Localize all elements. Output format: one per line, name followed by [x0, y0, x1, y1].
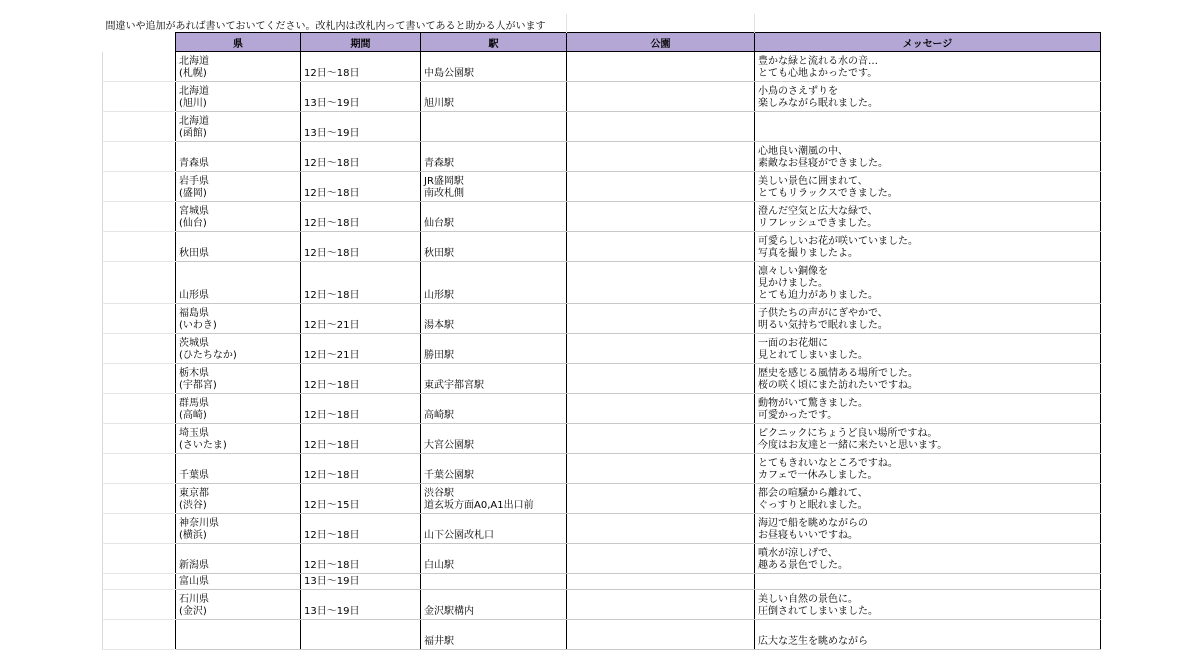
station-cell[interactable]	[421, 454, 567, 484]
station-cell[interactable]	[421, 232, 567, 262]
prefecture-cell[interactable]	[176, 202, 301, 232]
park-cell[interactable]	[567, 514, 755, 544]
prefecture-cell[interactable]	[176, 334, 301, 364]
prefecture-cell[interactable]	[176, 262, 301, 304]
notice-cell[interactable]: 間違いや追加があれば書いておいてください。改札内は改札内って書いてあると助かる人がいます	[105, 21, 546, 32]
prefecture-cell[interactable]	[176, 232, 301, 262]
cell-line: 見とれてしまいました。	[758, 350, 868, 361]
period-cell[interactable]: 12日～21日	[301, 334, 421, 364]
table-row	[103, 574, 1101, 590]
park-cell[interactable]	[567, 484, 755, 514]
row-spacer-header	[103, 33, 176, 52]
park-cell[interactable]	[567, 82, 755, 112]
station-table	[102, 14, 1101, 650]
message-cell[interactable]	[755, 590, 1101, 620]
cell-line: 大宮公園駅	[424, 440, 474, 451]
cell-line: 凛々しい銅像を	[758, 266, 828, 277]
message-cell[interactable]	[755, 334, 1101, 364]
park-cell[interactable]	[567, 304, 755, 334]
cell-line: ぐっすりと眠れました。	[758, 500, 868, 511]
table-row	[103, 262, 1101, 304]
cell-line: 群馬県	[179, 398, 209, 409]
row-spacer-cell	[103, 202, 176, 232]
cell-line: お昼寝もいいですね。	[758, 530, 858, 541]
cell-line: 可愛かったです。	[758, 410, 838, 421]
row-spacer-cell	[103, 172, 176, 202]
cell-line: 澄んだ空気と広大な緑で、	[758, 206, 878, 217]
prefecture-cell[interactable]	[176, 52, 301, 82]
message-cell[interactable]	[755, 262, 1101, 304]
table-row	[103, 514, 1101, 544]
station-cell[interactable]	[421, 262, 567, 304]
park-cell[interactable]	[567, 424, 755, 454]
cell-line: 千葉公園駅	[424, 470, 474, 481]
cell-line: 豊かな緑と流れる水の音…	[758, 56, 878, 67]
cell-line: 秋田県	[179, 248, 209, 259]
prefecture-cell[interactable]	[176, 424, 301, 454]
cell-line: 一面のお花畑に	[758, 338, 828, 349]
period-cell[interactable]: 12日～18日	[301, 172, 421, 202]
table-row	[103, 52, 1101, 82]
cell-line: 可愛らしいお花が咲いていました。	[758, 236, 918, 247]
period-cell[interactable]	[301, 620, 421, 650]
prefecture-cell[interactable]	[176, 514, 301, 544]
row-spacer-cell	[103, 82, 176, 112]
cell-line: 仙台駅	[424, 218, 454, 229]
cell-line: 動物がいて驚きました。	[758, 398, 868, 409]
period-cell[interactable]: 12日～18日	[301, 544, 421, 574]
park-cell[interactable]	[567, 574, 755, 590]
table-row	[103, 82, 1101, 112]
row-spacer-cell	[103, 262, 176, 304]
station-cell[interactable]	[421, 620, 567, 650]
station-cell[interactable]	[421, 544, 567, 574]
cell-line: 山形駅	[424, 290, 454, 301]
cell-line: 神奈川県	[179, 518, 219, 529]
park-cell[interactable]	[567, 590, 755, 620]
table-row	[103, 590, 1101, 620]
header-station[interactable]: 駅	[421, 33, 567, 52]
park-cell[interactable]	[567, 262, 755, 304]
cell-line: 旭川駅	[424, 98, 454, 109]
row-spacer-cell	[103, 334, 176, 364]
cell-line: (ひたちなか)	[179, 350, 237, 361]
table-row	[103, 484, 1101, 514]
cell-line: 千葉県	[179, 470, 209, 481]
cell-line: 都会の喧騒から離れて、	[758, 488, 868, 499]
cell-line: 桜の咲く頃にまた訪れたいですね。	[758, 380, 918, 391]
park-cell[interactable]	[567, 544, 755, 574]
period-cell[interactable]: 12日～18日	[301, 52, 421, 82]
cell-line: 栃木県	[179, 368, 209, 379]
header-message[interactable]: メッセージ	[755, 33, 1101, 52]
cell-line: 山形県	[179, 290, 209, 301]
cell-line: (さいたま)	[179, 440, 227, 451]
message-cell[interactable]	[755, 304, 1101, 334]
table-row	[103, 334, 1101, 364]
header-row	[103, 33, 1101, 52]
cell-line: 石川県	[179, 594, 209, 605]
prefecture-cell[interactable]	[176, 454, 301, 484]
cell-line: 富山県	[179, 576, 209, 587]
park-cell[interactable]	[567, 364, 755, 394]
message-cell[interactable]	[755, 620, 1101, 650]
row-spacer-cell	[103, 620, 176, 650]
station-cell[interactable]	[421, 424, 567, 454]
station-cell[interactable]	[421, 590, 567, 620]
header-park[interactable]: 公園	[567, 33, 755, 52]
period-cell[interactable]: 12日～18日	[301, 514, 421, 544]
row-spacer-cell	[103, 514, 176, 544]
park-cell[interactable]	[567, 454, 755, 484]
table-row	[103, 620, 1101, 650]
cell-line: 道玄坂方面A0,A1出口前	[424, 500, 534, 511]
cell-line: (横浜)	[179, 530, 207, 541]
period-cell[interactable]: 12日～18日	[301, 394, 421, 424]
station-cell[interactable]	[421, 484, 567, 514]
header-period[interactable]: 期間	[301, 33, 421, 52]
row-spacer-cell	[103, 424, 176, 454]
park-cell[interactable]	[567, 52, 755, 82]
cell-line: 湯本駅	[424, 320, 454, 331]
cell-line: 見かけました。	[758, 278, 828, 289]
cell-line: (宇都宮)	[179, 380, 217, 391]
table-row	[103, 304, 1101, 334]
cell-line: 広大な芝生を眺めながら	[758, 636, 868, 647]
cell-line: 新潟県	[179, 560, 209, 571]
cell-line: 渋谷駅	[424, 488, 454, 499]
cell-line: カフェで一休みしました。	[758, 470, 878, 481]
cell-line: 楽しみながら眠れました。	[758, 98, 878, 109]
park-cell[interactable]	[567, 172, 755, 202]
row-spacer-cell	[103, 590, 176, 620]
cell-line: 海辺で船を眺めながらの	[758, 518, 868, 529]
prefecture-cell[interactable]	[176, 620, 301, 650]
station-cell[interactable]	[421, 202, 567, 232]
cell-line: 美しい景色に囲まれて、	[758, 176, 868, 187]
period-cell[interactable]: 12日～18日	[301, 424, 421, 454]
row-spacer-cell	[103, 364, 176, 394]
message-cell[interactable]	[755, 52, 1101, 82]
cell-line: とてもきれいなところですね。	[758, 458, 898, 469]
period-cell[interactable]: 12日～18日	[301, 454, 421, 484]
cell-line: 南改札側	[424, 188, 464, 199]
cell-line: 岩手県	[179, 176, 209, 187]
cell-line: 福井駅	[424, 636, 454, 647]
message-cell[interactable]	[755, 202, 1101, 232]
table-row	[103, 454, 1101, 484]
cell-line: 東京都	[179, 488, 209, 499]
period-cell[interactable]: 13日～19日	[301, 112, 421, 142]
empty-cell[interactable]	[755, 14, 1101, 33]
row-spacer-cell	[103, 304, 176, 334]
cell-line: 写真を撮りましたよ。	[758, 248, 858, 259]
station-cell[interactable]	[421, 82, 567, 112]
period-cell[interactable]: 12日～18日	[301, 364, 421, 394]
row-spacer-cell	[103, 484, 176, 514]
cell-line: 福島県	[179, 308, 209, 319]
cell-line: 宮城県	[179, 206, 209, 217]
cell-line: (高崎)	[179, 410, 207, 421]
prefecture-cell[interactable]	[176, 574, 301, 590]
cell-line: (盛岡)	[179, 188, 207, 199]
period-cell[interactable]: 12日～18日	[301, 202, 421, 232]
cell-line: 勝田駅	[424, 350, 454, 361]
row-spacer-cell	[103, 544, 176, 574]
cell-line: (旭川)	[179, 98, 207, 109]
cell-line: 小鳥のさえずりを	[758, 86, 838, 97]
park-cell[interactable]	[567, 232, 755, 262]
table-body	[103, 52, 1101, 650]
cell-line: 噴水が涼しげで、	[758, 548, 838, 559]
cell-line: とても心地よかったです。	[758, 68, 878, 79]
message-cell[interactable]	[755, 574, 1101, 590]
cell-line: 趣ある景色でした。	[758, 560, 848, 571]
prefecture-cell[interactable]	[176, 304, 301, 334]
station-cell[interactable]	[421, 142, 567, 172]
table-row	[103, 424, 1101, 454]
notice-row	[103, 14, 1101, 33]
message-cell[interactable]	[755, 394, 1101, 424]
message-cell[interactable]	[755, 514, 1101, 544]
period-cell[interactable]: 12日～18日	[301, 142, 421, 172]
cell-line: 子供たちの声がにぎやかで、	[758, 308, 888, 319]
row-spacer-cell	[103, 394, 176, 424]
prefecture-cell[interactable]	[176, 364, 301, 394]
cell-line: 北海道	[179, 56, 209, 67]
station-cell[interactable]	[421, 304, 567, 334]
table-row	[103, 202, 1101, 232]
cell-line: 東武宇都宮駅	[424, 380, 484, 391]
message-cell[interactable]	[755, 82, 1101, 112]
park-cell[interactable]	[567, 334, 755, 364]
cell-line: リフレッシュできました。	[758, 218, 878, 229]
station-cell[interactable]	[421, 364, 567, 394]
row-spacer-cell	[103, 574, 176, 590]
station-cell[interactable]	[421, 52, 567, 82]
message-cell[interactable]	[755, 424, 1101, 454]
cell-line: 白山駅	[424, 560, 454, 571]
cell-line: 青森駅	[424, 158, 454, 169]
table-row	[103, 112, 1101, 142]
table-row	[103, 394, 1101, 424]
period-cell[interactable]: 12日～15日	[301, 484, 421, 514]
cell-line: 美しい自然の景色に。	[758, 594, 858, 605]
period-cell[interactable]: 13日～19日	[301, 82, 421, 112]
cell-line: 心地良い潮風の中、	[758, 146, 848, 157]
message-cell[interactable]	[755, 232, 1101, 262]
prefecture-cell[interactable]	[176, 82, 301, 112]
cell-line: (渋谷)	[179, 500, 207, 511]
row-spacer-cell	[103, 142, 176, 172]
row-spacer-cell	[103, 454, 176, 484]
cell-line: とても迫力がありました。	[758, 290, 878, 301]
prefecture-cell[interactable]	[176, 484, 301, 514]
cell-line: (いわき)	[179, 320, 217, 331]
header-prefecture[interactable]: 県	[176, 33, 301, 52]
cell-line: 北海道	[179, 116, 209, 127]
prefecture-cell[interactable]	[176, 112, 301, 142]
cell-line: 歴史を感じる風情ある場所でした。	[758, 368, 918, 379]
row-spacer-cell	[103, 52, 176, 82]
period-cell[interactable]: 12日～18日	[301, 262, 421, 304]
spreadsheet	[102, 14, 1100, 647]
empty-cell[interactable]	[567, 14, 755, 33]
station-cell[interactable]	[421, 514, 567, 544]
park-cell[interactable]	[567, 394, 755, 424]
prefecture-cell[interactable]	[176, 544, 301, 574]
prefecture-cell[interactable]	[176, 394, 301, 424]
cell-line: ピクニックにちょうど良い場所ですね。	[758, 428, 938, 439]
period-cell[interactable]: 13日～19日	[301, 574, 421, 590]
station-cell[interactable]	[421, 112, 567, 142]
prefecture-cell[interactable]	[176, 590, 301, 620]
cell-line: 茨城県	[179, 338, 209, 349]
cell-line: 北海道	[179, 86, 209, 97]
cell-line: (金沢)	[179, 606, 207, 617]
park-cell[interactable]	[567, 112, 755, 142]
cell-line: 青森県	[179, 158, 209, 169]
park-cell[interactable]	[567, 202, 755, 232]
period-cell[interactable]: 12日～21日	[301, 304, 421, 334]
cell-line: 中島公園駅	[424, 68, 474, 79]
row-spacer-cell	[103, 232, 176, 262]
message-cell[interactable]	[755, 454, 1101, 484]
message-cell[interactable]	[755, 142, 1101, 172]
table-row	[103, 172, 1101, 202]
period-cell[interactable]: 13日～19日	[301, 590, 421, 620]
cell-line: (仙台)	[179, 218, 207, 229]
prefecture-cell[interactable]	[176, 172, 301, 202]
cell-line: 山下公園改札口	[424, 530, 494, 541]
station-cell[interactable]	[421, 574, 567, 590]
row-spacer-cell	[103, 112, 176, 142]
station-cell[interactable]	[421, 334, 567, 364]
prefecture-cell[interactable]	[176, 142, 301, 172]
station-cell[interactable]	[421, 394, 567, 424]
message-cell[interactable]	[755, 544, 1101, 574]
message-cell[interactable]	[755, 112, 1101, 142]
cell-line: 素敵なお昼寝ができました。	[758, 158, 888, 169]
message-cell[interactable]	[755, 484, 1101, 514]
park-cell[interactable]	[567, 142, 755, 172]
table-row	[103, 364, 1101, 394]
cell-line: 高崎駅	[424, 410, 454, 421]
park-cell[interactable]	[567, 620, 755, 650]
cell-line: 埼玉県	[179, 428, 209, 439]
table-row	[103, 544, 1101, 574]
message-cell[interactable]	[755, 172, 1101, 202]
cell-line: 今度はお友達と一緒に来たいと思います。	[758, 440, 948, 451]
table-row	[103, 232, 1101, 262]
message-cell[interactable]	[755, 364, 1101, 394]
cell-line: とてもリラックスできました。	[758, 188, 898, 199]
cell-line: (札幌)	[179, 68, 207, 79]
station-cell[interactable]	[421, 172, 567, 202]
cell-line: 圧倒されてしまいました。	[758, 606, 878, 617]
cell-line: (函館)	[179, 128, 207, 139]
cell-line: 秋田駅	[424, 248, 454, 259]
period-cell[interactable]: 12日～18日	[301, 232, 421, 262]
table-row	[103, 142, 1101, 172]
cell-line: 金沢駅構内	[424, 606, 474, 617]
cell-line: JR盛岡駅	[424, 176, 464, 187]
cell-line: 明るい気持ちで眠れました。	[758, 320, 888, 331]
